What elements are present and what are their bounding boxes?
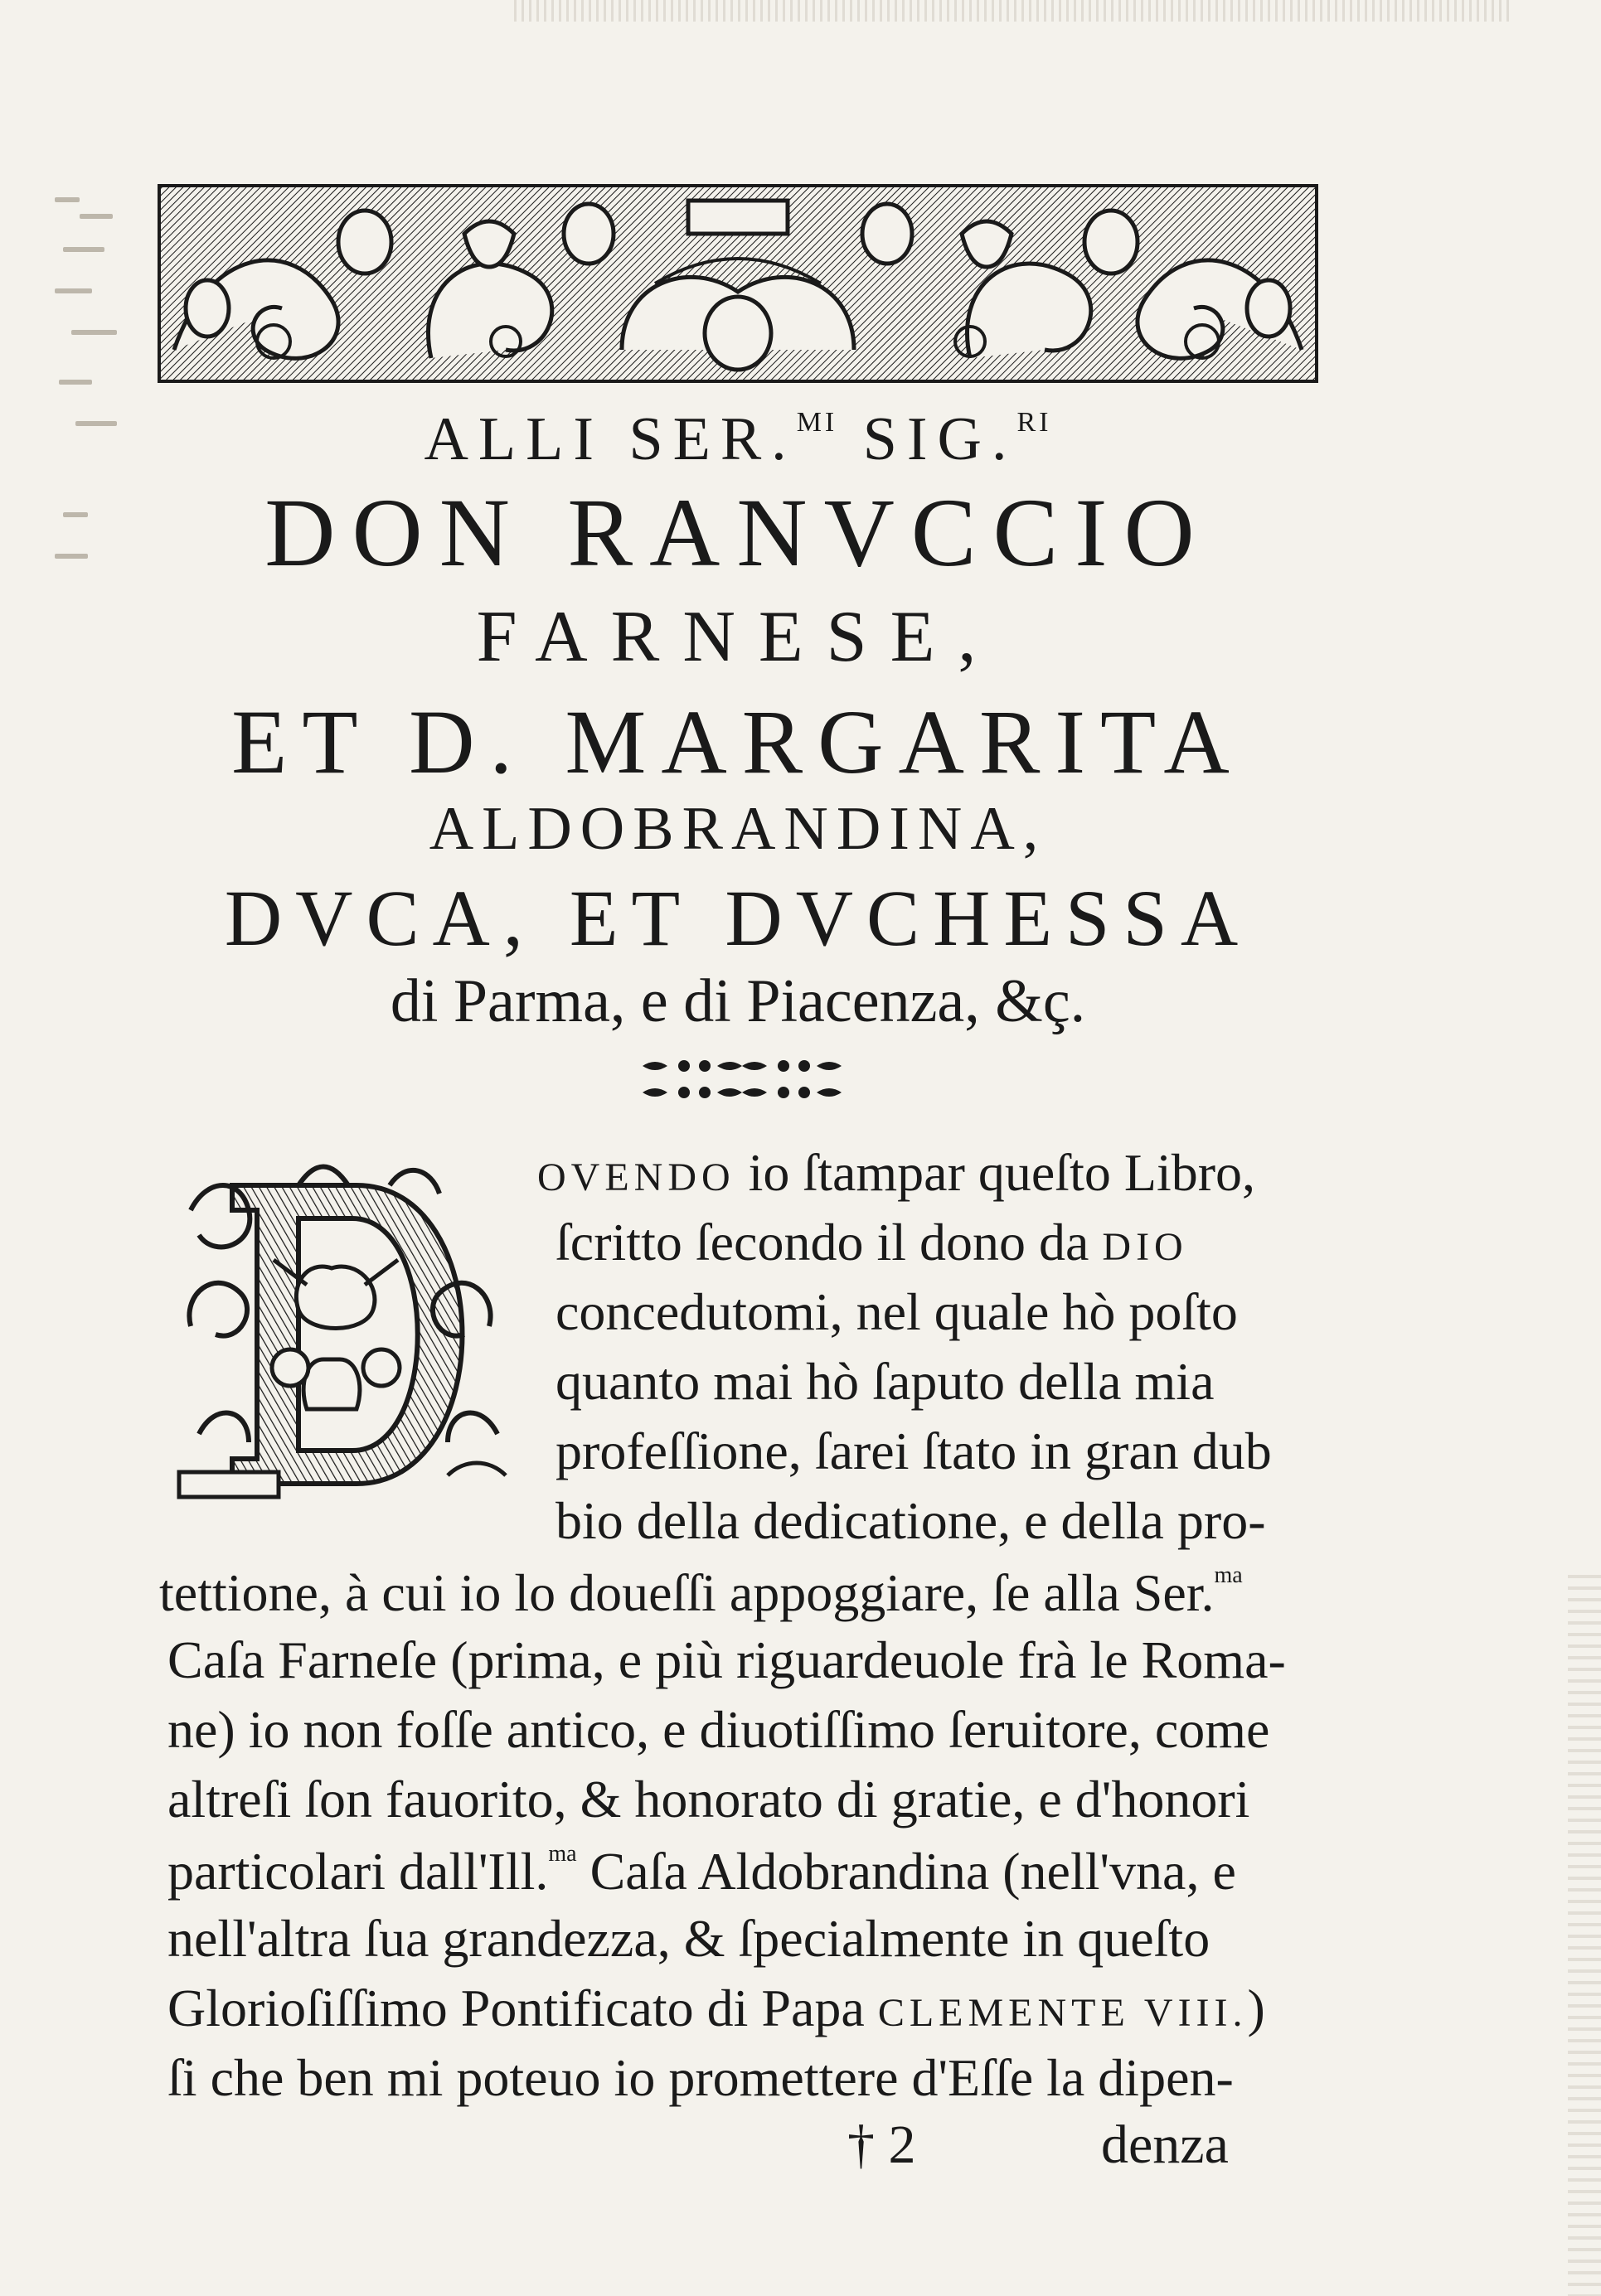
catchword: denza [1101,2114,1229,2175]
scan-edge-top [514,0,1509,22]
dedication-line-3: FARNESE, [476,597,1000,677]
dedication-line-1: ALLI SER.$^{MI}$ SIG.$^{RI}$ [424,405,1052,473]
body-line-3: concedutomi, nel quale hò poſto [555,1282,1238,1341]
body-line-11: particolari dall'Ill.$^{ma}$ Caſa Aldobrandina (nell'vna, e [167,1841,1236,1901]
body-line-4: quanto mai hò ſaputo della mia [555,1352,1215,1411]
dedication-line-4: ET D. MARGARITA [231,691,1244,792]
decorated-initial-d [174,1160,522,1509]
body-line-13: Glorioſiſſimo Pontificato di Papa CLEMENTE VIII.) [167,1979,1265,2037]
signature-mark: † 2 [847,2114,916,2175]
scan-edge-right [1568,1575,1601,2296]
margin-marks [46,189,129,579]
body-line-7: tettione, à cui io lo doueſſi appoggiare, ſe alla Ser.$^{ma}$ [159,1562,1243,1622]
body-line-10: altreſi ſon fauorito, & honorato di gratie, e d'honori [167,1770,1250,1829]
body-line-12: nell'altra ſua grandezza, & ſpecialmente in queſto [167,1909,1210,1968]
body-line-2: ſcritto ſecondo il dono da DIO [555,1213,1188,1272]
dedication-line-6: DVCA, ET DVCHESSA [224,874,1252,962]
body-line-6: bio della dedicatione, e della pro- [555,1491,1266,1550]
grotesque-headpiece [158,184,1318,383]
body-line-1: OVENDO io ſtampar queſto Libro, [537,1143,1256,1202]
body-line-9: ne) io non foſſe antico, e diuotiſſimo ſeruitore, come [167,1700,1270,1759]
body-line-8: Caſa Farneſe (prima, e più riguardeuole frà le Roma- [167,1630,1286,1689]
dedication-line-2: DON RANVCCIO [264,478,1211,587]
dedication-line-5: ALDOBRANDINA, [429,795,1047,863]
body-line-5: profeſſione, ſarei ſtato in gran dub [555,1422,1272,1480]
dedication-line-7: di Parma, e di Piacenza, &ç. [390,967,1086,1035]
fleuron-divider [638,1054,846,1104]
body-line-14: ſi che ben mi poteuo io promettere d'Eſſe la dipen- [167,2048,1234,2107]
